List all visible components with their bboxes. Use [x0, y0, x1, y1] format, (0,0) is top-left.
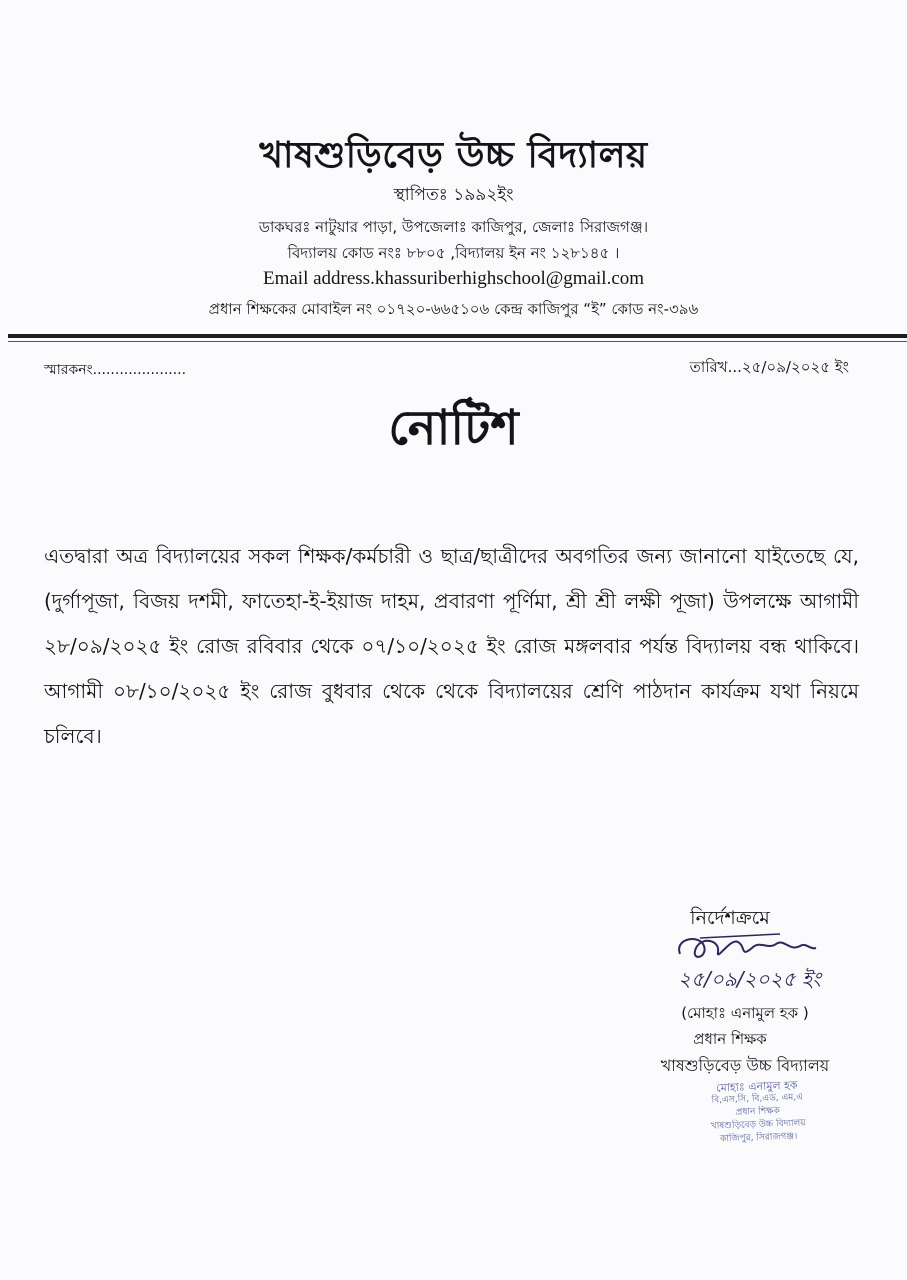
handwritten-date: ২৫/০৯/২০২৫ ইং — [678, 967, 821, 991]
stamp-line: কাজিপুর, সিরাজগঞ্জ। — [719, 1131, 798, 1145]
stamp-line: প্রধান শিক্ষক — [735, 1106, 780, 1118]
notice-date: তারিখ...২৫/০৯/২০২৫ ইং — [689, 358, 849, 376]
school-codes: বিদ্যালয় কোড নংঃ ৮৮০৫ ,বিদ্যালয় ইন নং ১২৮১৪৫ । — [287, 244, 620, 262]
notice-title: নোটিশ — [388, 400, 519, 456]
signer-name: (মোহাঃ এনামুল হক ) — [681, 1004, 809, 1022]
stamp-line: বি,এস,সি, বি,এড, এম,এ — [711, 1092, 804, 1106]
official-seal-stamp — [667, 1077, 850, 1161]
school-name: খাষশুড়িবেড় উচ্চ বিদ্যালয় — [259, 135, 648, 176]
email-address: Email address.khassuriberhighschool@gmail.com — [262, 268, 645, 289]
signer-school: খাষশুড়িবেড় উচ্চ বিদ্যালয় — [660, 1056, 830, 1075]
headmaster-phone: প্রধান শিক্ষকের মোবাইল নং ০১৭২০-৬৬৫১০৬ কেন্দ্র কাজিপুর “ই” কোড নং-৩৯৬ — [208, 300, 699, 318]
address-line: ডাকঘরঃ নাটুয়ার পাড়া, উপজেলাঃ কাজিপুর, জেলাঃ সিরাজগঞ্জ। — [258, 218, 649, 236]
established-year: স্থাপিতঃ ১৯৯২ইং — [393, 185, 514, 205]
header-divider-thin — [8, 341, 907, 342]
stamp-line: মোহাঃ এনামুল হক — [715, 1078, 798, 1095]
by-order-label: নির্দেশক্রমে — [690, 907, 770, 929]
signer-title: প্রধান শিক্ষক — [693, 1030, 767, 1048]
handwritten-signature — [660, 928, 880, 998]
memo-number: স্মারকনং..................... — [44, 362, 187, 378]
header-divider — [8, 334, 907, 338]
stamp-line: খাষশুড়িবেড় উচ্চ বিদ্যালয় — [710, 1118, 806, 1132]
notice-body: এতদ্বারা অত্র বিদ্যালয়ের সকল শিক্ষক/কর্মচারী ও ছাত্র/ছাত্রীদের অবগতির জন্য জানানো যাইতেছে যে, (দুর্গাপূজা, বিজয় দশমী, ফাতেহা-ই-ইয়াজ দাহম, প্রবারণা পূর্ণিমা, শ্রী শ্রী লক্ষী পূজা) উপলক্ষে আগামী ২৮/০৯/২০২৫ ইং রোজ রবিবার থেকে ০৭/১০/২০২৫ ইং রোজ মঙ্গলবার পর্যন্ত বিদ্যালয় বন্ধ থাকিবে। আগামী ০৮/১০/২০২৫ ইং রোজ বুধবার থেকে থেকে বিদ্যালয়ের শ্রেণি পাঠদান কার্যক্রম যথা নিয়মে চলিবে। — [44, 544, 859, 748]
